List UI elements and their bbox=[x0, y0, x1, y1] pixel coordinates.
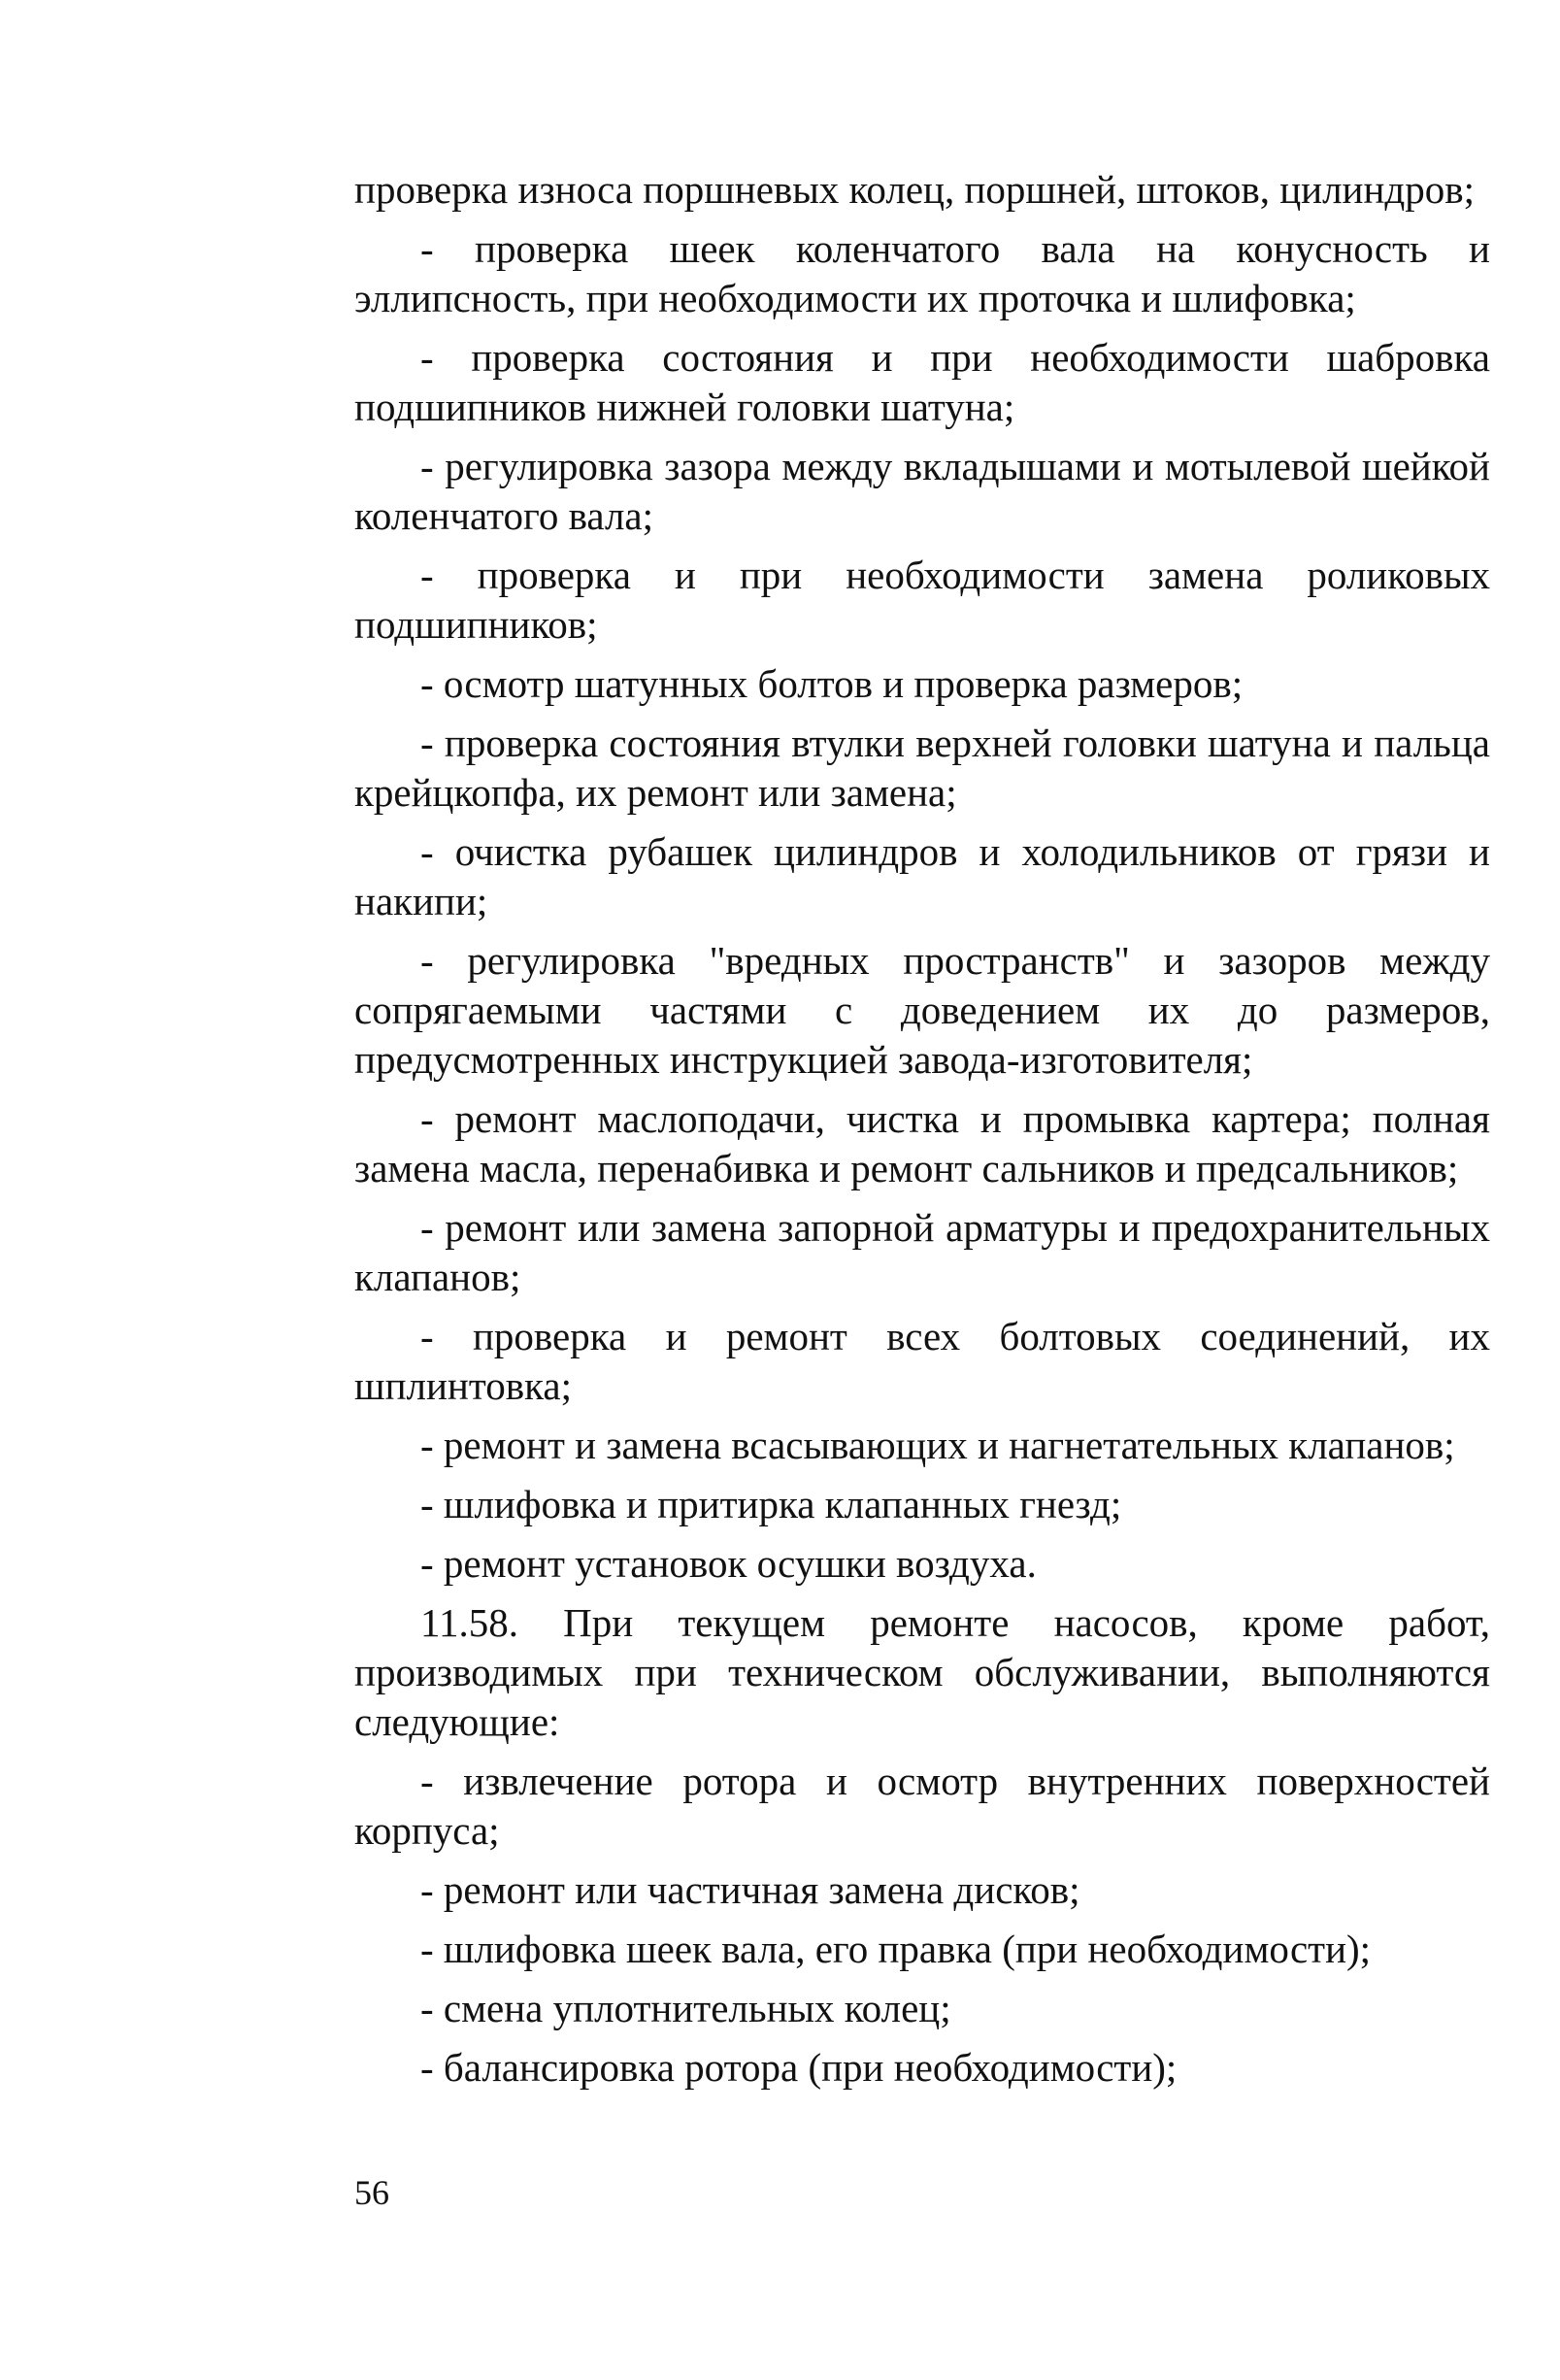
list-item: - проверка состояния втулки верхней головки шатуна и пальца крейцкопфа, их ремонт или замена; bbox=[354, 721, 1490, 815]
list-item: - шлифовка шеек вала, его правка (при необходимости); bbox=[420, 1927, 1372, 1971]
list-item: - смена уплотнительных колец; bbox=[420, 1986, 951, 2030]
paragraph: проверка износа поршневых колец, поршней, штоков, цилиндров; bbox=[354, 167, 1476, 212]
list-item: - проверка и при необходимости замена роликовых подшипников; bbox=[354, 553, 1490, 647]
list-item: - ремонт или замена запорной арматуры и предохранительных клапанов; bbox=[354, 1205, 1490, 1299]
list-item: - балансировка ротора (при необходимости); bbox=[420, 2045, 1178, 2090]
list-item: - ремонт маслоподачи, чистка и промывка картера; полная замена масла, перенабивка и ремонт сальников и предсальников; bbox=[354, 1096, 1490, 1190]
list-item: - очистка рубашек цилиндров и холодильников от грязи и накипи; bbox=[354, 829, 1490, 923]
list-item: - ремонт или частичная замена дисков; bbox=[420, 1867, 1080, 1912]
body-text bbox=[354, 165, 1490, 2102]
list-item: - проверка и ремонт всех болтовых соединений, их шплинтовка; bbox=[354, 1314, 1490, 1408]
list-item: - шлифовка и притирка клапанных гнезд; bbox=[420, 1482, 1122, 1526]
list-item: - регулировка "вредных пространств" и зазоров между сопрягаемыми частями с доведением их до размеров, предусмотренных инструкцией завода-изготовителя; bbox=[354, 938, 1490, 1082]
list-item: - ремонт и замена всасывающих и нагнетательных клапанов; bbox=[420, 1423, 1455, 1467]
page-number: 56 bbox=[354, 2173, 389, 2212]
list-item: - проверка состояния и при необходимости шабровка подшипников нижней головки шатуна; bbox=[354, 335, 1490, 429]
section-paragraph-11-58: 11.58. При текущем ремонте насосов, кроме работ, производимых при техническом обслуживании, выполняются следующие: bbox=[354, 1600, 1490, 1744]
list-item: - проверка шеек коленчатого вала на конусность и эллипсность, при необходимости их проточка и шлифовка; bbox=[354, 226, 1490, 320]
list-item: - извлечение ротора и осмотр внутренних поверхностей корпуса; bbox=[354, 1759, 1490, 1853]
list-item: - ремонт установок осушки воздуха. bbox=[420, 1541, 1037, 1586]
list-item: - осмотр шатунных болтов и проверка размеров; bbox=[420, 661, 1244, 706]
list-item: - регулировка зазора между вкладышами и мотылевой шейкой коленчатого вала; bbox=[354, 444, 1490, 538]
